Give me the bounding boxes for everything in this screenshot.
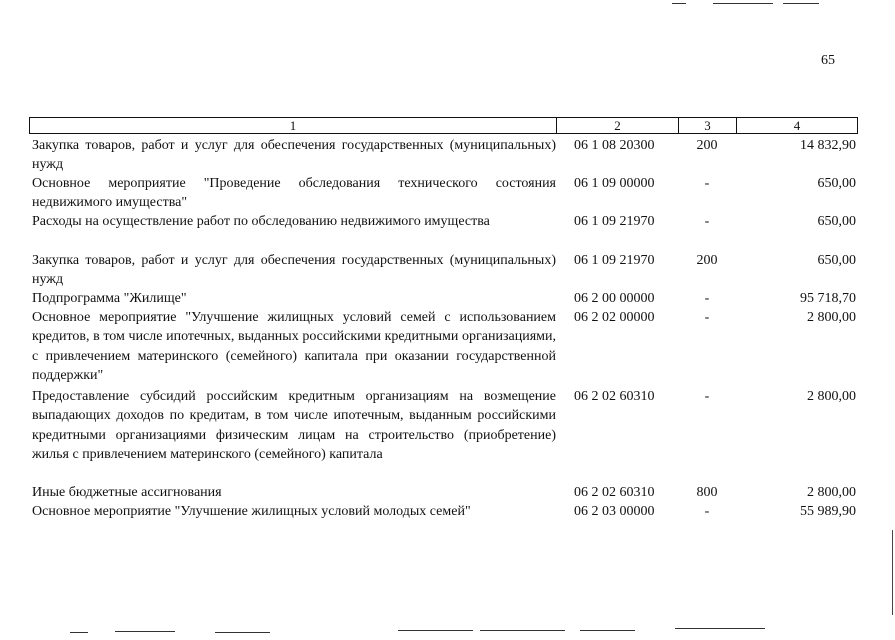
- row-code: 06 2 02 60310: [574, 485, 655, 500]
- scan-mark: [672, 3, 686, 4]
- row-code: 06 1 08 20300: [574, 138, 655, 153]
- scan-mark: [713, 3, 773, 4]
- scan-mark: [480, 630, 565, 631]
- row-code: 06 1 09 00000: [574, 176, 655, 191]
- scan-mark: [215, 632, 270, 633]
- row-type: -: [704, 214, 710, 229]
- table-row: [29, 289, 858, 308]
- page-number: 65: [821, 53, 835, 68]
- row-type: -: [704, 504, 710, 519]
- row-name: Расходы на осуществление работ по обследованию недвижимого имущества: [32, 214, 490, 229]
- row-amount: 55 989,90: [800, 504, 856, 519]
- row-code: 06 1 09 21970: [574, 253, 655, 268]
- row-name: Основное мероприятие "Улучшение жилищных условий семей с использованием кредитов, в том числе ипотечных, выданных российскими кредитными организациями, с привлечением материнского (семейного) капитала при оказании государственной поддержки": [32, 310, 556, 383]
- table-row: [29, 212, 858, 231]
- scan-mark: [580, 630, 635, 631]
- row-type: -: [704, 291, 710, 306]
- row-type: -: [704, 310, 710, 325]
- scan-mark: [783, 3, 819, 4]
- row-amount: 2 800,00: [807, 310, 856, 325]
- row-amount: 95 718,70: [800, 291, 856, 306]
- table-row: [29, 387, 858, 464]
- row-type: -: [704, 176, 710, 191]
- row-amount: 650,00: [817, 176, 856, 191]
- row-name: Иные бюджетные ассигнования: [32, 485, 222, 500]
- budget-table: [29, 117, 858, 519]
- row-name: Закупка товаров, работ и услуг для обеспечения государственных (муниципальных) нужд: [32, 138, 556, 173]
- table-row: [29, 308, 858, 385]
- table-row: [29, 483, 858, 502]
- scan-mark: [70, 632, 88, 633]
- row-name: Основное мероприятие "Проведение обследования технического состояния недвижимого имущества": [32, 176, 556, 211]
- header-col-4: 4: [793, 118, 801, 133]
- row-amount: 650,00: [817, 253, 856, 268]
- row-name: Закупка товаров, работ и услуг для обеспечения государственных (муниципальных) нужд: [32, 253, 556, 288]
- header-col-2: 2: [557, 118, 679, 133]
- table-row: [29, 136, 858, 175]
- scan-mark: [115, 631, 175, 632]
- row-amount: 14 832,90: [800, 138, 856, 153]
- row-type: 200: [696, 253, 718, 268]
- row-name: Основное мероприятие "Улучшение жилищных условий молодых семей": [32, 504, 471, 519]
- header-col-1: 1: [30, 118, 557, 133]
- table-row: [29, 251, 858, 290]
- scan-mark: [398, 630, 473, 631]
- row-amount: 2 800,00: [807, 389, 856, 404]
- table-header: [29, 117, 858, 134]
- row-amount: 2 800,00: [807, 485, 856, 500]
- row-type: -: [704, 389, 710, 404]
- row-code: 06 2 00 00000: [574, 291, 655, 306]
- row-code: 06 2 03 00000: [574, 504, 655, 519]
- row-amount: 650,00: [817, 214, 856, 229]
- row-code: 06 1 09 21970: [574, 214, 655, 229]
- table-row: [29, 502, 858, 521]
- row-name: Предоставление субсидий российским кредитным организациям на возмещение выпадающих доходов по кредитам, в том числе ипотечным, выданным российскими кредитными организациями физическим лицам на строительство (приобретение) жилья с привлечением материнского (семейного) капитала: [32, 389, 556, 462]
- scan-mark: [675, 628, 765, 629]
- scan-edge: [892, 530, 893, 615]
- row-type: 200: [696, 138, 718, 153]
- row-code: 06 2 02 00000: [574, 310, 655, 325]
- row-name: Подпрограмма "Жилище": [32, 291, 187, 306]
- row-code: 06 2 02 60310: [574, 389, 655, 404]
- table-row: [29, 174, 858, 213]
- row-type: 800: [696, 485, 718, 500]
- header-col-3: 3: [679, 118, 737, 133]
